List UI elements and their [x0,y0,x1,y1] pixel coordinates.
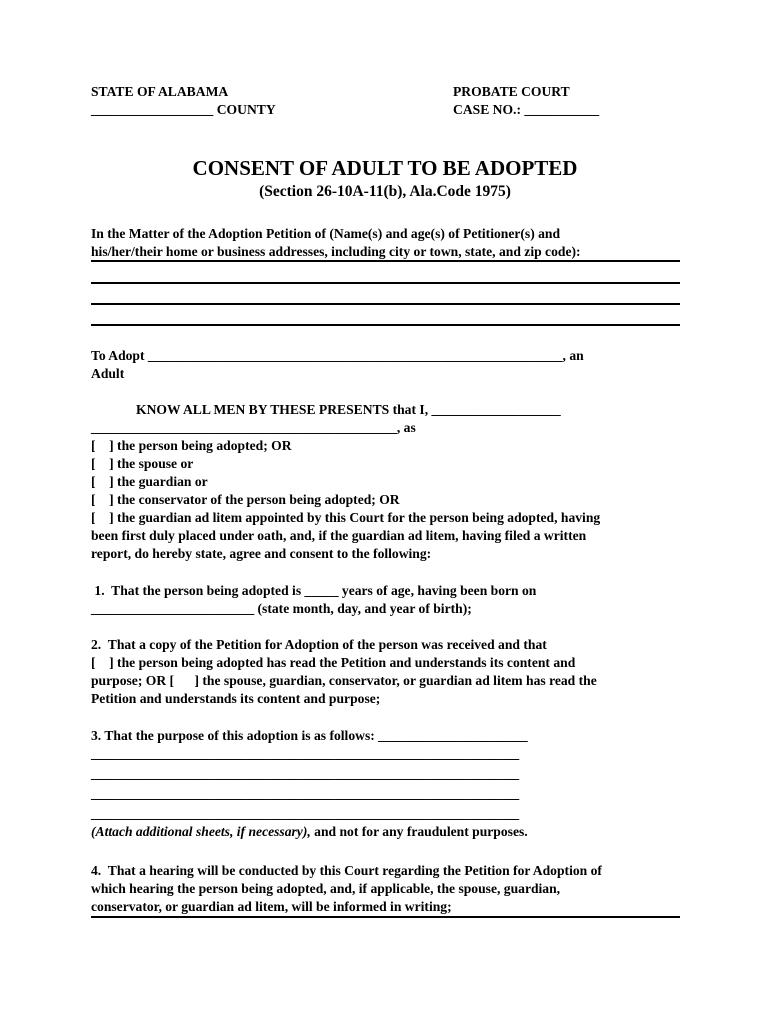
state-heading: STATE OF ALABAMA [91,84,229,99]
item2-checkbox-spouse[interactable]: purpose; OR [ ] the spouse, guardian, conservator, or guardian ad litem has read the [91,673,597,688]
bottom-rule [91,916,680,918]
item4-line2: which hearing the person being adopted, and, if applicable, the spouse, guardian, [91,881,561,896]
option-guardian-ad-litem[interactable]: [ ] the guardian ad litem appointed by this Court for the person being adopted, having [91,510,601,525]
know-all-men-line2[interactable]: _____________________________________________, as [91,420,416,435]
item2-line1: 2. That a copy of the Petition for Adoption of the person was received and that [91,637,547,652]
petitioner-info-line-2[interactable] [91,282,680,284]
oath-text-line1: been first duly placed under oath, and, if the guardian ad litem, having filed a written [91,528,587,543]
item1-line1[interactable]: 1. That the person being adopted is _____ years of age, having been born on [91,583,537,598]
know-all-men-line1[interactable]: KNOW ALL MEN BY THESE PRESENTS that I, ___________________ [136,402,561,417]
item3-purpose-field[interactable]: 3. That the purpose of this adoption is as follows: ______________________ [91,728,528,743]
document-subtitle: (Section 26-10A-11(b), Ala.Code 1975) [259,183,511,200]
item2-checkbox-person[interactable]: [ ] the person being adopted has read the Petition and understands its content and [91,655,576,670]
option-person-adopted[interactable]: [ ] the person being adopted; OR [91,438,292,453]
option-conservator[interactable]: [ ] the conservator of the person being adopted; OR [91,492,400,507]
item4-line3: conservator, or guardian ad litem, will be informed in writing; [91,899,452,914]
item1-line2[interactable]: ________________________ (state month, day, and year of birth); [91,601,472,616]
purpose-blank-line[interactable]: _______________________________________________________________ [91,766,520,781]
document-title: CONSENT OF ADULT TO BE ADOPTED [192,156,578,180]
attach-sheets-note [91,823,528,841]
matter-text-line2: his/her/their home or business addresses, including city or town, state, and zip code): [91,244,581,259]
petitioner-info-line-3[interactable] [91,303,680,305]
oath-text-line2: report, do hereby state, agree and consent to the following: [91,546,432,561]
attach-sheets-rest: and not for any fraudulent purposes. [310,824,528,839]
case-number-field[interactable]: CASE NO.: ___________ [453,102,600,117]
option-spouse[interactable]: [ ] the spouse or [91,456,194,471]
purpose-blank-line[interactable]: _______________________________________________________________ [91,746,520,761]
attach-sheets-italic: (Attach additional sheets, if necessary), [91,824,311,839]
item2-line4: Petition and understands its content and purpose; [91,691,381,706]
item4-line1: 4. That a hearing will be conducted by this Court regarding the Petition for Adoption of [91,863,602,878]
to-adopt-adult-label: Adult [91,366,125,381]
option-guardian[interactable]: [ ] the guardian or [91,474,208,489]
county-field[interactable]: __________________ COUNTY [91,102,276,117]
court-heading: PROBATE COURT [453,84,570,99]
matter-text-line1: In the Matter of the Adoption Petition of (Name(s) and age(s) of Petitioner(s) and [91,226,561,241]
purpose-blank-line[interactable]: _______________________________________________________________ [91,806,520,821]
petitioner-info-line-4[interactable] [91,324,680,326]
to-adopt-field[interactable]: To Adopt _____________________________________________________________, an [91,348,584,363]
petitioner-info-line-1[interactable] [91,260,680,262]
purpose-blank-line[interactable]: _______________________________________________________________ [91,786,520,801]
